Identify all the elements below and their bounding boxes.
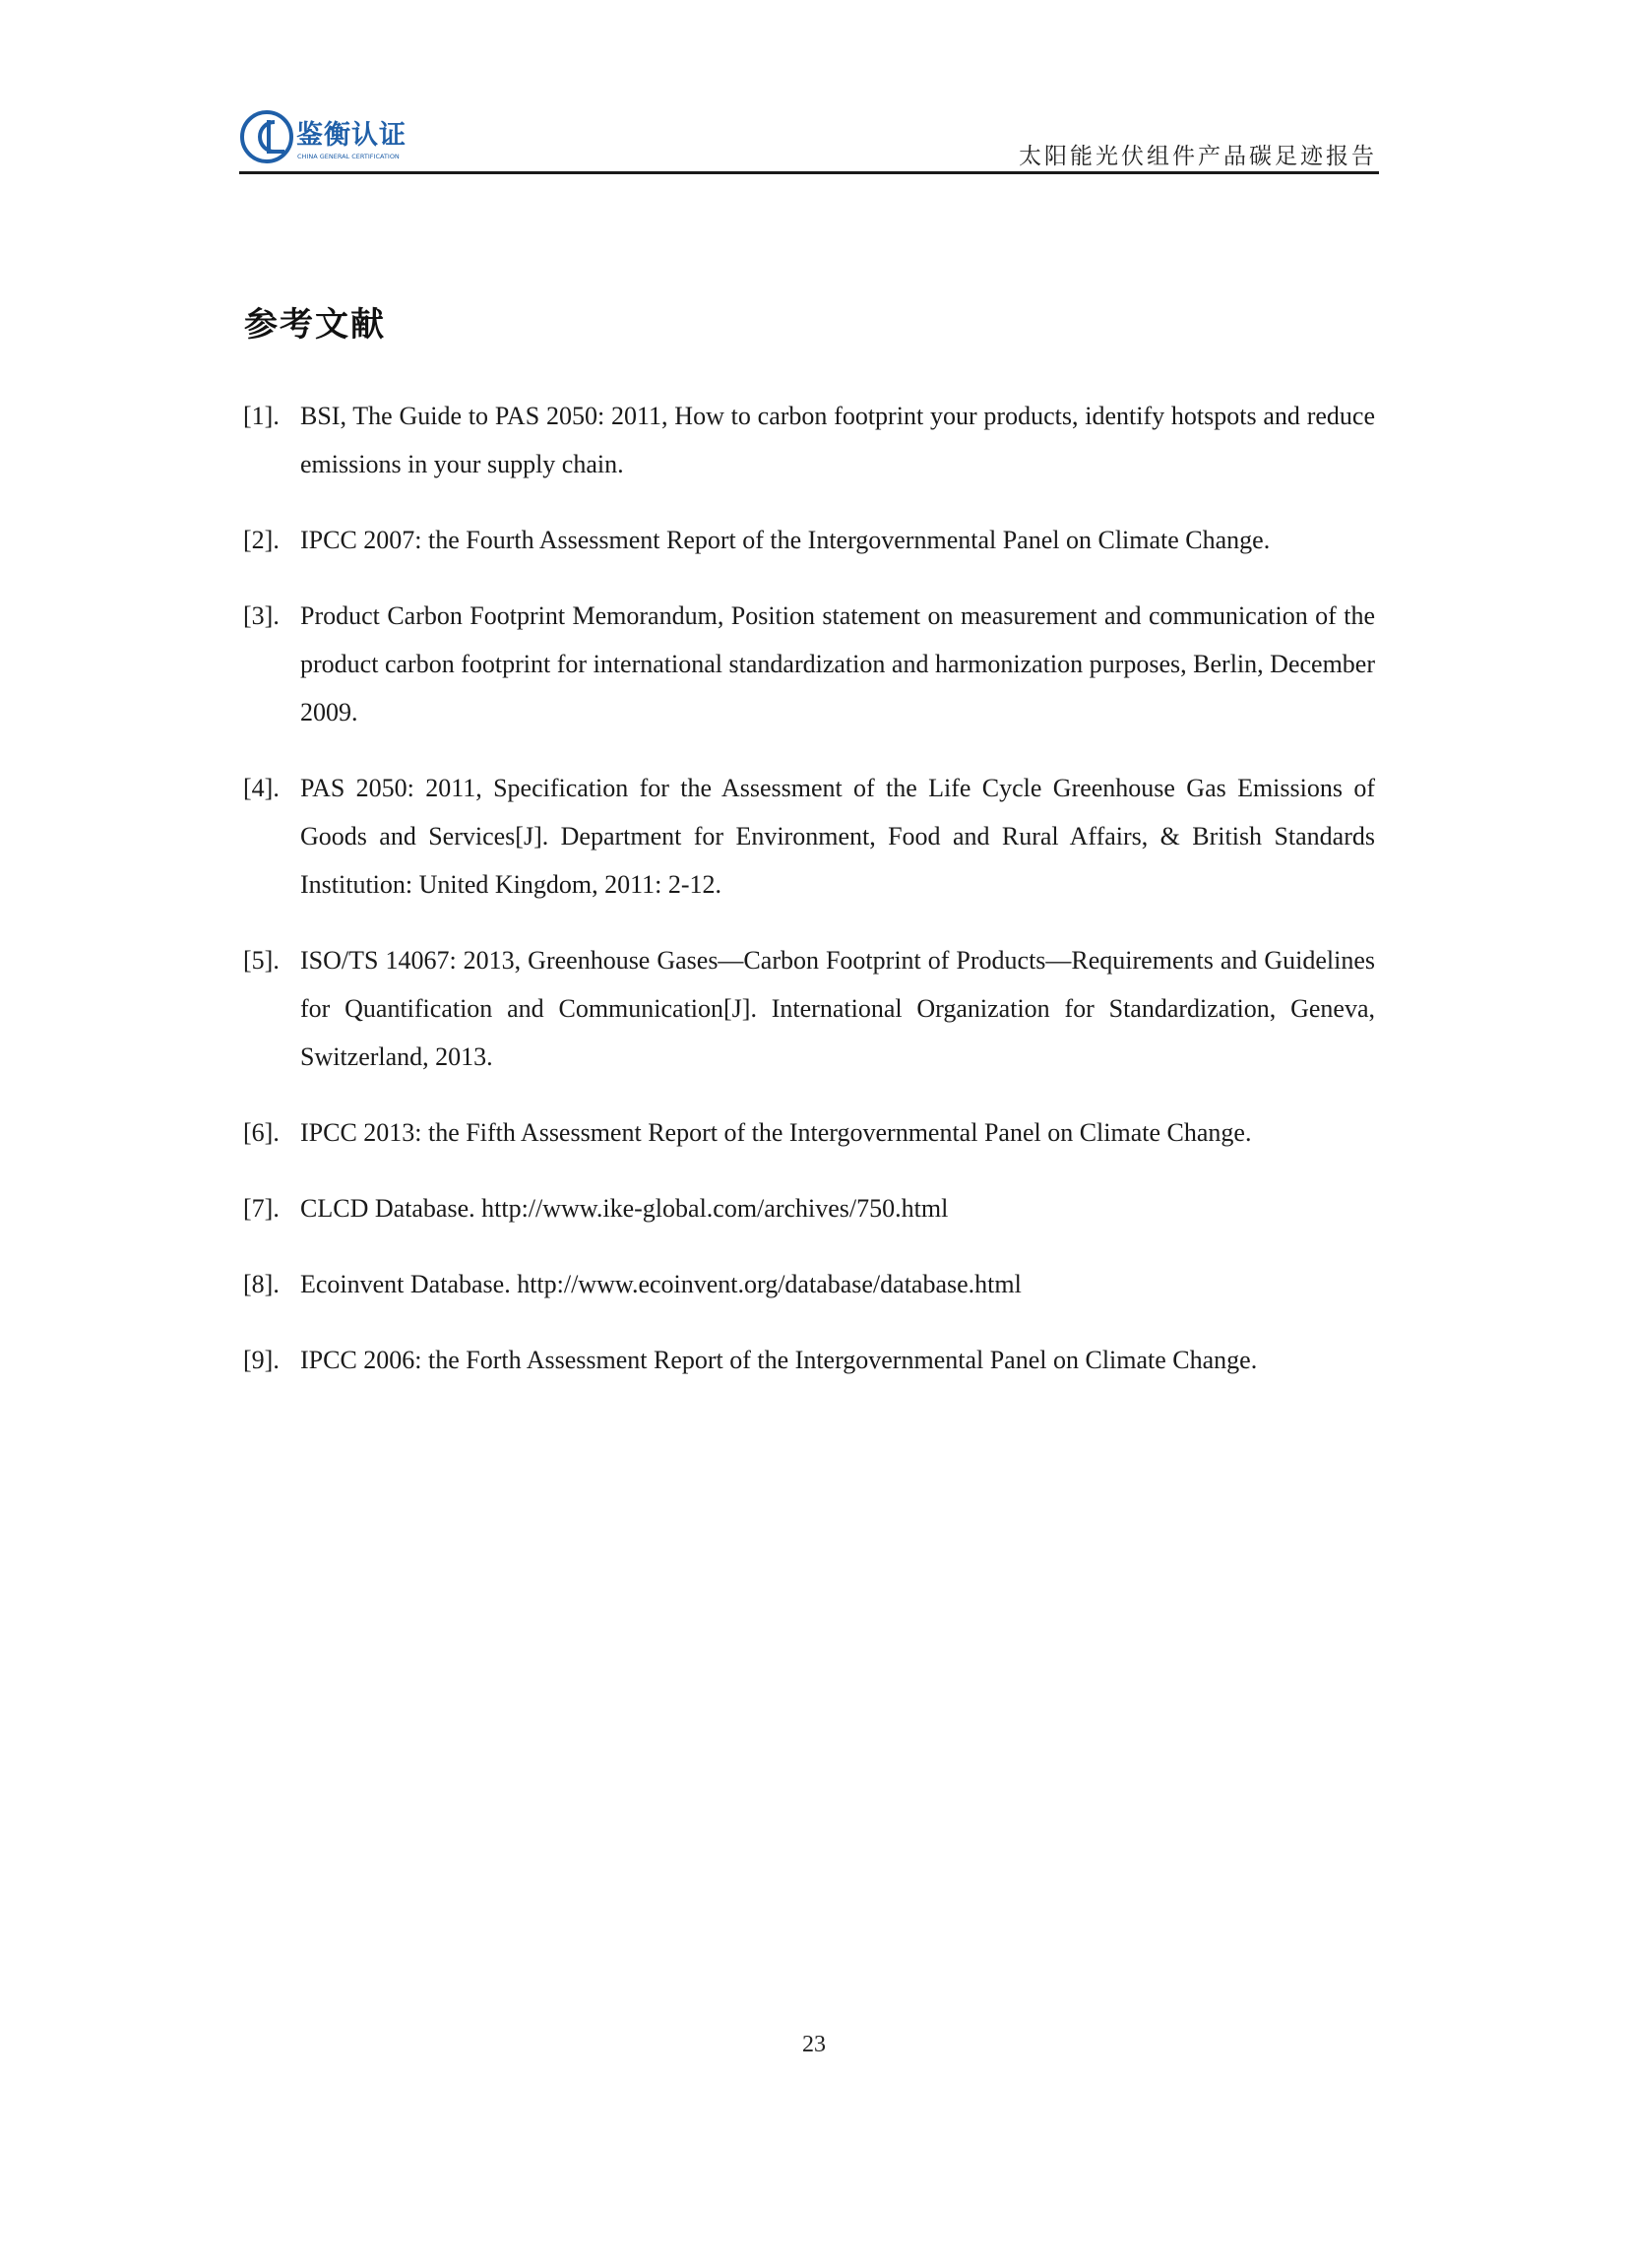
reference-item (243, 1184, 1375, 1232)
reference-number: [3]. (243, 601, 280, 630)
reference-number: [9]. (243, 1346, 280, 1374)
section-title: 参考文献 (244, 305, 386, 345)
page-number: 23 (802, 2032, 826, 2057)
reference-number: [5]. (243, 946, 280, 975)
reference-text: IPCC 2007: the Fourth Assessment Report of the Intergovernmental Panel on Climate Change. (300, 526, 1271, 554)
svg-text:CHINA GENERAL CERTIFICATION: CHINA GENERAL CERTIFICATION (297, 153, 400, 160)
reference-text: PAS 2050: 2011, Specification for the Assessment of the Life Cycle Greenhouse Gas Emissions of Goods and Services[J]. Department for Environment, Food and Rural Affairs, & British Standards Institution: United Kingdom, 2011: 2-12. (300, 774, 1375, 899)
report-title: 太阳能光伏组件产品碳足迹报告 (1019, 144, 1377, 169)
reference-text: IPCC 2006: the Forth Assessment Report of the Intergovernmental Panel on Climate Change. (300, 1346, 1258, 1374)
header-divider (239, 171, 1379, 174)
reference-number: [2]. (243, 526, 280, 554)
reference-text: CLCD Database. http://www.ike-global.com/archives/750.html (300, 1194, 949, 1223)
reference-item (243, 392, 1375, 488)
reference-item (243, 1260, 1375, 1308)
reference-text: ISO/TS 14067: 2013, Greenhouse Gases—Carbon Footprint of Products—Requirements and Guidelines for Quantification and Communication[J]. International Organization for Standardization, Geneva, Switzerland, 2013. (300, 946, 1375, 1071)
reference-text: Ecoinvent Database. http://www.ecoinvent.org/database/database.html (300, 1270, 1022, 1298)
reference-item (243, 516, 1375, 564)
reference-number: [4]. (243, 774, 280, 802)
reference-item (243, 1336, 1375, 1384)
reference-number: [7]. (243, 1194, 280, 1223)
reference-item (243, 592, 1375, 736)
reference-number: [6]. (243, 1118, 280, 1147)
page-header (239, 106, 1379, 175)
reference-number: [1]. (243, 402, 280, 430)
reference-item (243, 764, 1375, 909)
company-logo (239, 106, 426, 167)
reference-text: BSI, The Guide to PAS 2050: 2011, How to carbon footprint your products, identify hotspots and reduce emissions in your supply chain. (300, 402, 1375, 478)
svg-text:鉴衡认证: 鉴衡认证 (296, 120, 407, 151)
reference-text: IPCC 2013: the Fifth Assessment Report of the Intergovernmental Panel on Climate Change. (300, 1118, 1252, 1147)
reference-item (243, 936, 1375, 1081)
reference-item (243, 1108, 1375, 1157)
reference-number: [8]. (243, 1270, 280, 1298)
reference-text: Product Carbon Footprint Memorandum, Position statement on measurement and communication of the product carbon footprint for international standardization and harmonization purposes, Berlin, December 2009. (300, 601, 1375, 726)
reference-list (243, 392, 1375, 1412)
